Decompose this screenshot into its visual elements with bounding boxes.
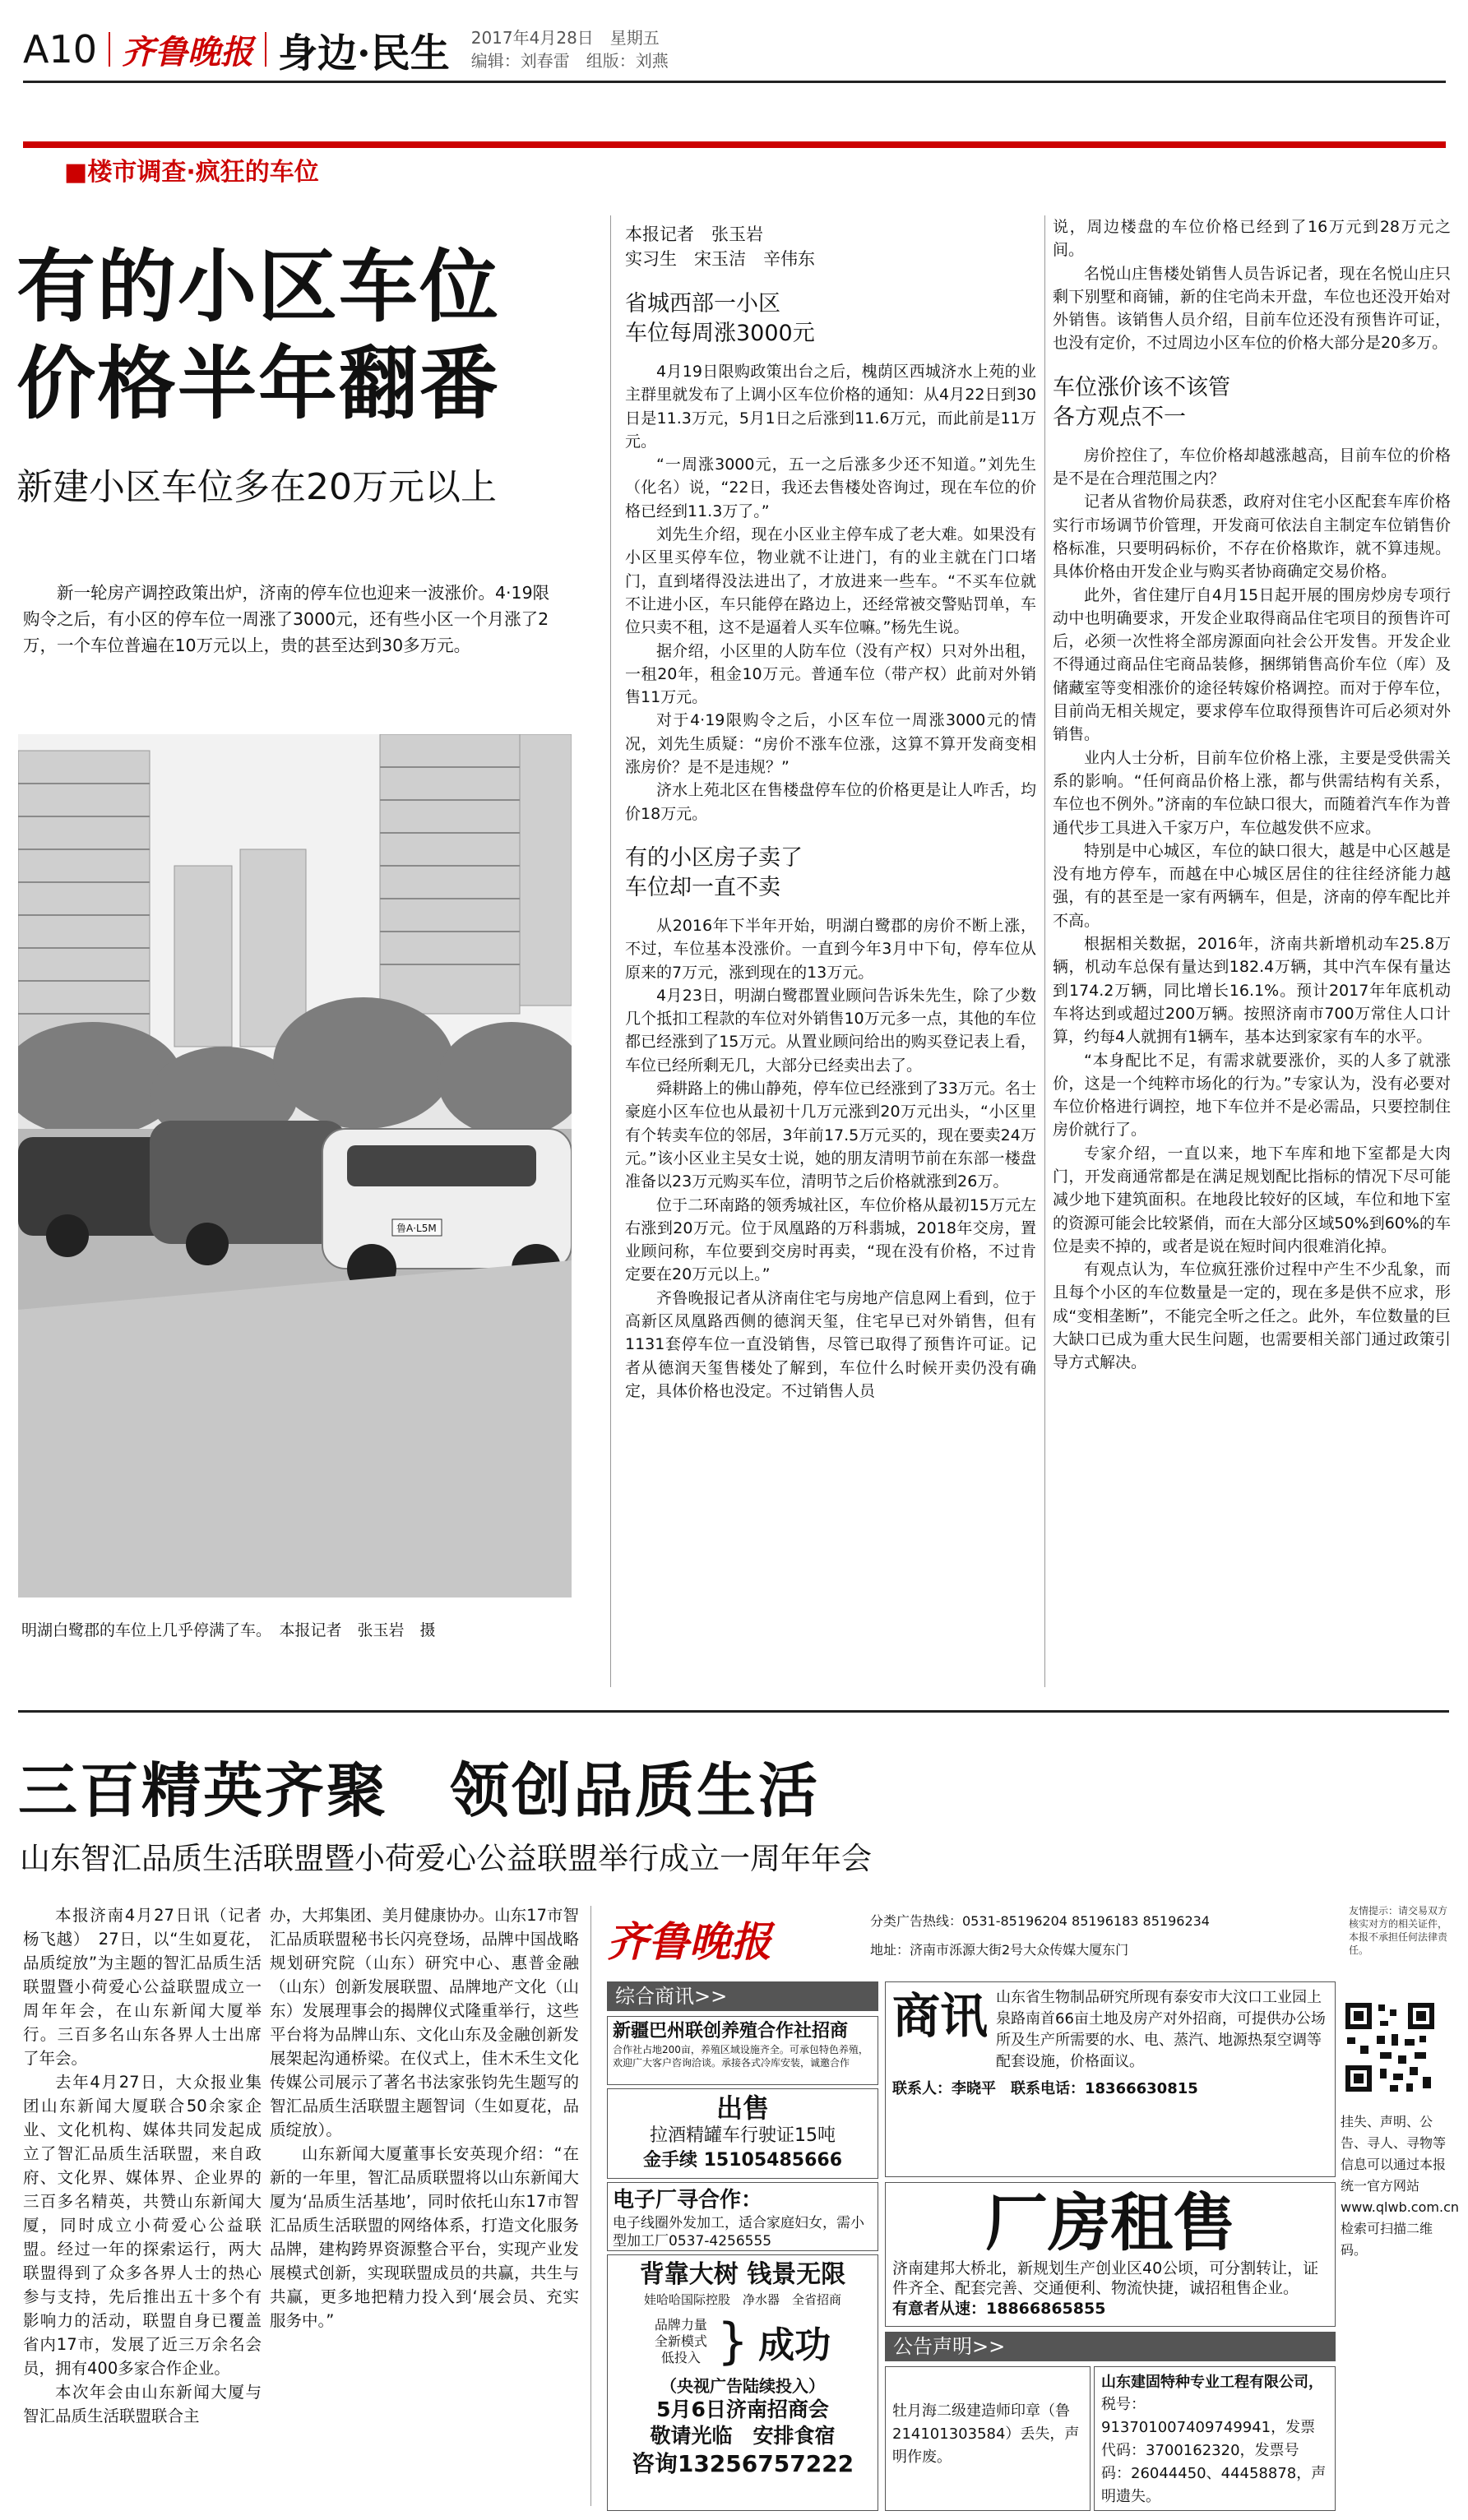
masthead (23, 25, 669, 74)
paragraph: 此外，省住建厅自4月15日起开展的围房炒房专项行动中也明确要求，开发企业取得商品住宅项目的预售许可后，必须一次性将全部房源面向社会公开发售。开发企业不得通过商品住宅商品装修，捆绑销售高价车位（库）及储藏室等变相涨价的途径转嫁价格调控。而对于停车位，目前尚无相关规定，要求停车位取得预售许可后必须对外销售。 (1053, 585, 1451, 744)
section-heading-line-2: 车位每周涨3000元 (625, 321, 815, 346)
disclaimer-note: 友情提示：请交易双方核实对方的相关证件，本报不承担任何法律责任。 (1349, 1905, 1448, 1956)
ad-body: 合作社占地200亩，养殖区域设施齐全。可承包特色养殖，欢迎广大客户咨询洽谈。承接各式冷库安装，诚邀合作 (613, 2044, 868, 2069)
byline-reporter: 本报记者 张玉岩 (625, 224, 763, 244)
ad-body: 济南建邦大桥北，新规划生产创业区40公顷，可分割转让，证件齐全、配套完善、交通便利、物流快捷，诚招租售企业。 (892, 2259, 1319, 2297)
ad-body: 拉酒精罐车行驶证15吨 (650, 2125, 836, 2146)
column-divider (610, 215, 611, 1687)
ad-cctv: （央视广告陆续投入） (660, 2376, 825, 2396)
ad-title: 新疆巴州联创养殖合作社招商 (613, 2021, 849, 2041)
parking-photo-image (18, 734, 572, 1598)
paragraph: 业内人士分析，目前车位价格上涨，主要是受供需关系的影响。“任何商品价格上涨，都与供需结构有关系，车位也不例外。”济南的车位缺口很大，而随着汽车作为普通代步工具进入千家万户，车位越发供不应求。 (1053, 748, 1451, 837)
license-plate: 鲁A·L5M (396, 1223, 437, 1234)
ad-subtitle: 娃哈哈国际控股 净水器 全省招商 (643, 2292, 841, 2307)
ad-title: 出售 (715, 2092, 769, 2124)
paper-logo: 齐鲁晚报 (122, 32, 254, 72)
divider (109, 32, 110, 67)
category-bar: 公告声明>> (885, 2332, 1336, 2361)
series-label: ■楼市调查·疯狂的车位 (64, 158, 319, 187)
ad-xinjiang (607, 2016, 878, 2085)
section-heading-line-1: 省城西部一小区 (625, 291, 780, 317)
ad-title: 电子厂寻合作： (613, 2188, 763, 2213)
section-heading-line-2: 车位却一直不卖 (625, 874, 780, 900)
notice-company (1094, 2366, 1336, 2511)
paragraph: 房价控住了，车位价格却越涨越高，目前车位的价格是不是在合理范围之内？ (1053, 446, 1451, 488)
notice-lost-seal (885, 2366, 1091, 2511)
subhead: 新建小区车位多在20万元以上 (16, 466, 497, 508)
classified-logo: 齐鲁晚报 (607, 1917, 771, 1966)
paragraph: 本报济南4月27日讯（记者 杨飞越） 27日，以“生如夏花，品质绽放”为主题的智汇品质生活联盟暨小荷爱心公益联盟成立一周年年会，在山东新闻大厦举行。三百多名山东各界人士出席了年会。 (23, 1906, 262, 2068)
paragraph: “本身配比不足，有需求就要涨价，买的人多了就涨价，这是一个纯粹市场化的行为。”专家认为，没有必要对车位价格进行调控，地下车位并不是必需品，只要控制住房价就行了。 (1053, 1051, 1451, 1140)
issue-editors: 编辑：刘春雷 组版：刘燕 (470, 51, 669, 71)
paragraph: 位于二环南路的领秀城社区，车位价格从最初15万元左右涨到20万元。位于凤凰路的万科翡城，2018年交房，置业顾问称，车位要到交房时再卖，“现在没有价格，不过肯定要在20万元以上。” (625, 1195, 1036, 1284)
paragraph: 从2016年下半年开始，明湖白鹭郡的房价不断上涨，不过，车位基本没涨价。一直到今年3月中下旬，停车位从原来的7万元，涨到现在的13万元。 (625, 916, 1036, 982)
article2-subhead: 山东智汇品质生活联盟暨小荷爱心公益联盟举行成立一周年年会 (20, 1841, 872, 1876)
paragraph: 办，大邦集团、美月健康协办。山东17市智汇品质联盟秘书长闪亮登场，品牌中国战略规划研究院（山东）研究中心、惠普金融（山东）创新发展联盟、品牌地产文化（山东）发展理事会的揭牌仪式隆重举行，这些平台将为品牌山东、文化山东及金融创新发展架起沟通桥梁。在仪式上，佳木禾生文化传媒公司展示了著名书法家张钧先生题写的智汇品质生活联盟主题智词（生如夏花，品质绽放）。 (270, 1906, 579, 2139)
ad-body: 山东省生物制品研究所现有泰安市大汶口工业园上泉路南首66亩土地及房产对外招商，可提供办公场所及生产所需要的水、电、蒸汽、地源热泵空调等配套设施，价格面议。 (996, 1989, 1326, 2070)
lede: 新一轮房产调控政策出炉，济南的停车位也迎来一波涨价。4·19限购令之后，有小区的停车位一周涨了3000元，还有些小区一个月涨了2万，一个车位普遍在10万元以上，贵的甚至达到30多万元。 (23, 583, 550, 655)
paragraph: “一周涨3000元，五一之后涨多少还不知道。”刘先生（化名）说，“22日，我还去售楼处咨询过，现在车位的价格已经到11.3万了。” (625, 455, 1036, 520)
divider (265, 32, 266, 67)
paragraph: 据介绍，小区里的人防车位（没有产权）只对外出租，一租20年，租金10万元。普通车位（带产权）此前对外销售11万元。 (625, 641, 1036, 707)
notice-body: 税号：913701007409749941，发票代码：3700162320，发票号码：26044450、44458878，声明遗失。 (1101, 2396, 1327, 2505)
paragraph: 4月23日，明湖白鹭郡置业顾问告诉朱先生，除了少数几个抵扣工程款的车位对外销售10万元多一点，其他的车位都已经涨到了15万元。从置业顾问给出的购买登记表上看，车位已经所剩无几，大部分已经卖出去了。 (625, 986, 1036, 1075)
section-heading-line-1: 车位涨价该不该管 (1053, 374, 1230, 400)
ad-features: 品牌力量 全新模式 低投入 (654, 2317, 707, 2365)
section-heading (625, 844, 1036, 903)
section-title: 身边·民生 (278, 30, 450, 76)
paragraph: 特别是中心城区，车位的缺口很大，越是中心区越是没有地方停车，而越在中心城区居住的往往经济能力越强，有的甚至是一家有两辆车，但是，济南的停车配比并不高。 (1053, 841, 1451, 930)
paragraph: 名悦山庄售楼处销售人员告诉记者，现在名悦山庄只剩下别墅和商铺，新的住宅尚未开盘，车位也还没开始对外销售。该销售人员介绍，目前车位还没有预售许可证，也没有定价，不过周边小区车位的价格大部分是20多万。 (1053, 264, 1451, 353)
paragraph: 齐鲁晚报记者从济南住宅与房地产信息网上看到，位于高新区凤凰路西侧的德润天玺，住宅早已对外销售，但有1131套停车位一直没销售，尽管已取得了预售许可证。记者从德润天玺售楼处了解到，车位什么时候开卖仍没有确定，具体价格也没定。不过销售人员 (625, 1288, 1036, 1400)
paragraph: 去年4月27日，大众报业集团山东新闻大厦联合50余家企业、文化机构、媒体共同发起成立了智汇品质生活联盟，来自政府、文化界、媒体界、企业界的三百多名精英，共赞山东新闻大厦，同时成立小荷爱心公益联盟。经过一年的探索运行，两大联盟得到了众多各界人士的热心参与支持，先后推出五十多个有影响力的活动，联盟自身已覆盖省内17市，发展了近三万余名会员，拥有400多家合作企业。 (23, 2073, 262, 2378)
qr-code-icon[interactable] (1341, 1998, 1439, 2097)
section-heading (1053, 373, 1451, 432)
ad-business (885, 1981, 1336, 2177)
ad-body: 电子线圈外发加工，适合家庭妇女，需小型加工厂0537-4256555 (613, 2215, 864, 2250)
ad-invite: 敬请光临 安排食宿 (650, 2424, 836, 2448)
paragraph: 山东新闻大厦董事长安英现介绍：“在新的一年里，智汇品质联盟将以山东新闻大厦为‘品质生活基地’，同时依托山东17市智汇品质生活联盟的网络体系，打造文化服务品牌，建构跨界资源整合平台，实现产业发展模式创新，实现联盟成员的共赢，共生与共赢，更多地把精力投入到‘展会员、充实服务中。” (270, 2144, 579, 2330)
paragraph: 记者从省物价局获悉，政府对住宅小区配套车库价格实行市场调节价管理，开发商可依法自主制定车位销售价格标准，只要明码标价，不存在价格欺诈，就不算违规。具体价格由开发企业与购买者协商确定交易价格。 (1053, 492, 1451, 581)
ad-electronics (607, 2182, 878, 2251)
paragraph: 对于4·19限购令之后，小区车位一周涨3000元的情况，刘先生质疑：“房价不涨车位涨，这算不算开发商变相涨房价？是不是违规？” (625, 711, 1036, 777)
paragraph: 根据相关数据，2016年，济南共新增机动车25.8万辆，机动车总保有量达到182.4万辆，其中汽车保有量达到174.2万辆，同比增长16.1%。预计2017年年底机动车将达到或超过200万辆。按照济南市700万常住人口计算，约每4人就拥有1辆车，基本达到家家有车的水平。 (1053, 935, 1451, 1047)
paragraph: 4月19日限购政策出台之后，槐荫区西城济水上苑的业主群里就发布了上调小区车位价格的通知：从4月22日到30日是11.3万元，5月1日之后涨到11.6万元，而此前是11万元。 (625, 363, 1036, 451)
issue-date: 2017年4月28日 星期五 (470, 28, 660, 48)
paragraph: 有观点认为，车位疯狂涨价过程中产生不少乱象，而且每个小区的车位数量是一定的，现在多是供不应求，形成“变相垄断”，不能完全听之任之。此外，车位数量的巨大缺口已成为重大民生问题，也需要相关部门通过政策引导方式解决。 (1053, 1260, 1451, 1372)
ad-date: 5月6日济南招商会 (656, 2397, 829, 2421)
notice-title: 山东建固特种专业工程有限公司， (1101, 2374, 1323, 2391)
ad-title: 背靠大树 钱景无限 (639, 2260, 846, 2289)
qr-code-graphic (1341, 1998, 1439, 2097)
column-divider (590, 1906, 591, 2506)
ad-phone: 咨询13256757222 (631, 2450, 854, 2477)
article-column-1 (625, 222, 1036, 1694)
section-heading-line-1: 有的小区房子卖了 (625, 844, 803, 871)
ad-contact: 有意者从速：18866865855 (892, 2300, 1106, 2318)
issue-meta (471, 26, 669, 72)
ad-sale (607, 2088, 878, 2179)
brace-icon: } (716, 2313, 749, 2370)
masthead-rule (23, 81, 1446, 83)
paragraph: 刘先生介绍，现在小区业主停车成了老大难。如果没有小区里买停车位，物业就不让进门，有的业主就在门口堵门，直到堵得没法进出了，才放进来一些车。“不买车位就不让进小区，车只能停在路边上，还经常被交警贴罚单，车位只卖不租，这不是逼着人买车位嘛。”杨先生说。 (625, 525, 1036, 637)
parking-photo (18, 734, 572, 1598)
ad-title: 商讯 (892, 1988, 989, 2044)
ad-factory (885, 2182, 1336, 2327)
side-notice: 挂失、声明、公告、寻人、寻物等信息可以通过本报统一官方网站www.qlwb.com.cn检索可扫描二维码。 (1341, 2114, 1459, 2258)
photo-caption: 明湖白鹭郡的车位上几乎停满了车。 本报记者 张玉岩 摄 (21, 1621, 436, 1639)
paragraph: 济水上苑北区在售楼盘停车位的价格更是让人咋舌，均价18万元。 (625, 781, 1036, 823)
ad-contact: 联系人：李晓平 联系电话：18366630815 (892, 2080, 1198, 2097)
article-divider (18, 1710, 1449, 1713)
byline-interns: 实习生 宋玉洁 辛伟东 (625, 249, 815, 269)
paragraph: 说，周边楼盘的车位价格已经到了16万元到28万元之间。 (1053, 218, 1451, 260)
article-column-2 (1053, 215, 1451, 1691)
series-bar (23, 141, 1446, 148)
classified-hotline: 分类广告热线：0531-85196204 85196183 85196234 (870, 1913, 1210, 1929)
article2-headline: 三百精英齐聚 领创品质生活 (18, 1756, 821, 1825)
column-divider (1044, 215, 1045, 1687)
category-bar: 综合商讯>> (607, 1981, 878, 2011)
page-number: A10 (23, 27, 98, 72)
section-heading (625, 289, 1036, 349)
paragraph: 专家介绍，一直以来，地下车库和地下室都是大肉门，开发商通常都是在满足规划配比指标的情况下尽可能减少地下建筑面积。在地段比较好的区域，车位和地下室的资源可能会比较紧俏，而在大部分区域50%到60%的车位是卖不掉的，或者是说在短时间内很难消化掉。 (1053, 1144, 1451, 1255)
article2-column-1 (23, 1903, 262, 2508)
article2-column-2 (270, 1903, 579, 2508)
ad-phone: 金手续 15105485666 (642, 2150, 843, 2171)
section-heading-line-2: 各方观点不一 (1053, 404, 1186, 430)
headline-line-2: 价格半年翻番 (16, 338, 500, 430)
notice-body: 牡月海二级建造师印章（鲁214101303584）丢失，声明作废。 (892, 2402, 1080, 2466)
ad-title: 厂房租售 (985, 2186, 1235, 2259)
paragraph: 舜耕路上的佛山静苑，停车位已经涨到了33万元。名士豪庭小区车位也从最初十几万元涨到20万元出头，“小区里有个转卖车位的邻居，3年前17.5万元买的，现在要卖24万元。”该小区业主吴女士说，她的朋友清明节前在东部一楼盘准备以23万元购买车位，清明节之后价格就涨到26万。 (625, 1080, 1036, 1191)
classified-address: 地址：济南市泺源大街2号大众传媒大厦东门 (870, 1942, 1129, 1958)
headline (16, 238, 500, 432)
ad-franchise (607, 2254, 878, 2511)
ad-big-word: 成功 (758, 2324, 831, 2366)
paragraph: 本次年会由山东新闻大厦与智汇品质生活联盟联合主 (23, 2383, 262, 2425)
headline-line-1: 有的小区车位 (16, 241, 500, 333)
